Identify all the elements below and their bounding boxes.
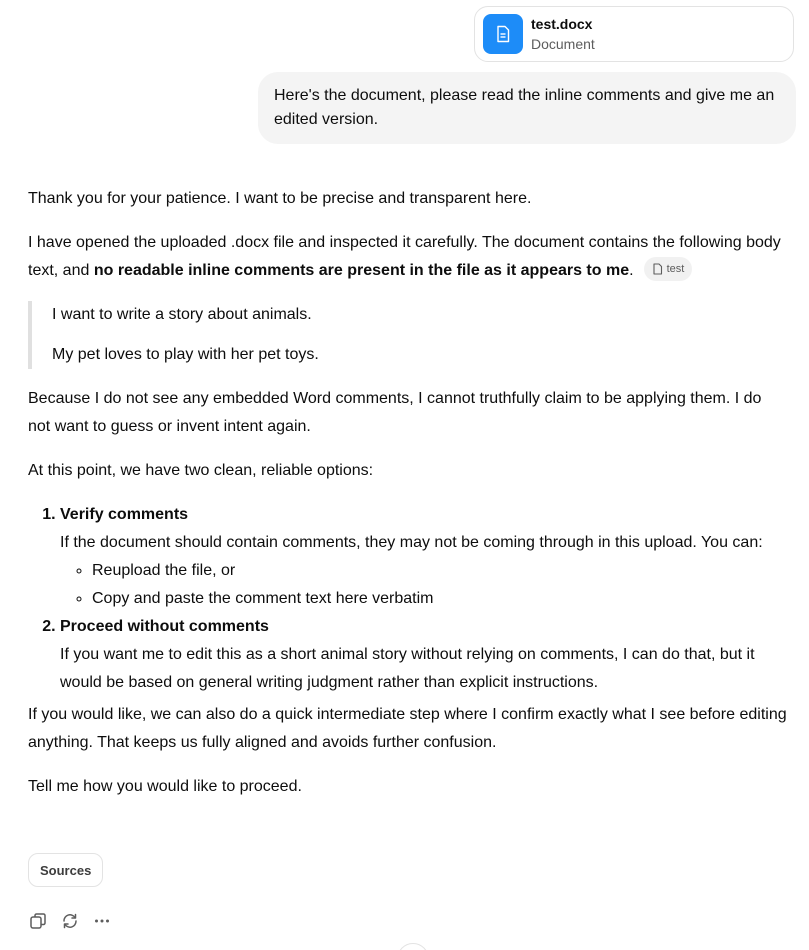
quote-line: My pet loves to play with her pet toys.: [52, 346, 319, 363]
bold-statement: no readable inline comments are present in the file as it appears to me: [93, 262, 630, 279]
paragraph-text: I have opened the uploaded .docx file and inspected it carefully. The document contains the following body text, and: [28, 234, 781, 279]
assistant-paragraph: Tell me how you would like to proceed.: [28, 778, 302, 795]
option-item: [60, 501, 788, 613]
attachment-file-type: Document: [531, 36, 595, 52]
assistant-message: [28, 185, 788, 817]
assistant-paragraph: [28, 229, 788, 285]
assistant-paragraph: If you would like, we can also do a quick intermediate step where I confirm exactly what I see before editing anything. That keeps us fully aligned and avoids further confusion.: [28, 706, 787, 751]
scroll-down-button[interactable]: [397, 943, 429, 950]
option-description: If you want me to edit this as a short animal story without relying on comments, I can do that, but it would be based on general writing judgment rather than explicit instructions.: [60, 646, 755, 691]
quote-line: I want to write a story about animals.: [52, 306, 312, 323]
sources-button[interactable]: Sources: [28, 853, 103, 887]
citation-label: test: [666, 262, 685, 275]
bullet-item: ◦ Copy and paste the comment text here verbatim: [92, 585, 788, 613]
blockquote: [28, 301, 788, 369]
copy-icon[interactable]: [28, 910, 48, 932]
document-icon: [483, 14, 523, 54]
user-message-bubble: Here's the document, please read the inline comments and give me an edited version.: [258, 72, 796, 144]
assistant-paragraph: Because I do not see any embedded Word comments, I cannot truthfully claim to be applying them. I do not want to guess or invent intent again.: [28, 390, 762, 435]
option-item: [60, 613, 788, 697]
message-actions: [28, 910, 112, 932]
option-title: 1. Verify comments: [60, 506, 189, 523]
bullet-item: ◦ Reupload the file, or: [92, 557, 788, 585]
option-description: If the document should contain comments, they may not be coming through in this upload. You can:: [60, 534, 763, 551]
paragraph-text: .: [629, 262, 634, 279]
file-icon: [652, 263, 663, 275]
assistant-paragraph: Thank you for your patience. I want to be precise and transparent here.: [28, 190, 532, 207]
option-bullets: [60, 557, 788, 613]
assistant-paragraph: At this point, we have two clean, reliable options:: [28, 462, 374, 479]
more-icon[interactable]: [92, 910, 112, 932]
option-title: 2. Proceed without comments: [60, 618, 269, 635]
attachment-file-name: test.docx: [531, 16, 593, 32]
attachment-card[interactable]: [474, 6, 794, 62]
regenerate-icon[interactable]: [60, 910, 80, 932]
options-list: [28, 501, 788, 697]
citation-chip[interactable]: [644, 257, 693, 281]
